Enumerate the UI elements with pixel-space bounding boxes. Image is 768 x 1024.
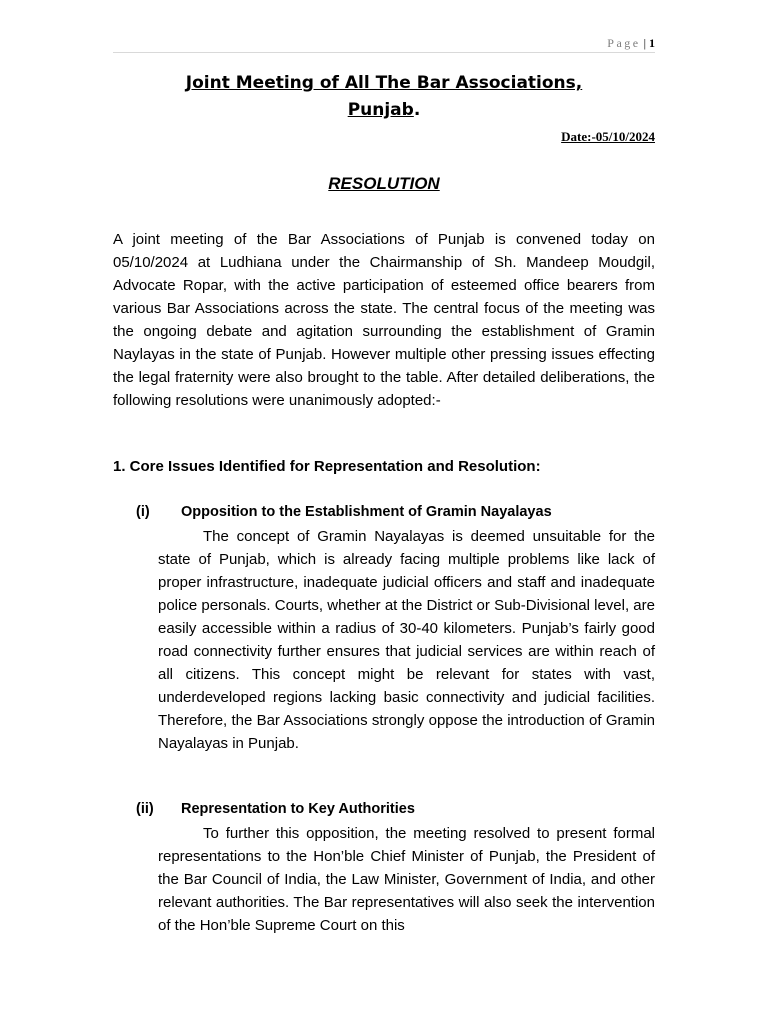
page-separator: | [640,36,649,50]
sub-section-2-text: To further this opposition, the meeting resolved to present formal representations to the Hon’ble Chief Minister of Punjab, the President of the Bar Council of India, the Law Minister, Government of India, and other relevant authorities. The Bar representatives will also seek the intervention of the Hon’ble Supreme Court on this [158,825,655,934]
sub-heading-1-title: Opposition to the Establishment of Gramin Nayalayas [181,504,552,520]
section-heading: 1. Core Issues Identified for Representation and Resolution: [113,458,541,475]
intro-paragraph: A joint meeting of the Bar Associations of Punjab is convened today on 05/10/2024 at Ludhiana under the Chairmanship of Sh. Mandeep Moudgil, Advocate Ropar, with the active participation of esteemed office bearers from various Bar Associations across the state. The central focus of the meeting was the ongoing debate and agitation surrounding the establishment of Gramin Naylayas in the state of Punjab. However multiple other pressing issues effecting the legal fraternity were also brought to the table. After detailed deliberations, the following resolutions were unanimously adopted:- [113,231,655,409]
title-line-2-suffix: . [413,100,421,120]
page-label: Page [607,36,641,50]
sub-heading-2-number: (ii) [136,801,154,817]
sub-section-1-text: The concept of Gramin Nayalayas is deemed unsuitable for the state of Punjab, which is already facing multiple problems like lack of proper infrastructure, inadequate judicial officers and staff and inadequate police personals. Courts, whether at the District or Sub-Divisional level, are easily accessible within a radius of 30-40 kilometers. Punjab’s fairly good road connectivity further ensures that judicial services are within reach of all citizens. This concept might be relevant for states with vast, underdeveloped regions lacking basic connectivity and judicial facilities. Therefore, the Bar Associations strongly oppose the introduction of Gramin Nayalayas in Punjab. [158,528,655,752]
resolution-heading: RESOLUTION [328,174,440,193]
sub-heading-1-number: (i) [136,504,150,520]
sub-heading-2-title: Representation to Key Authorities [181,801,415,817]
title-line-1: Joint Meeting of All The Bar Associations, [185,73,583,93]
document-title [113,70,655,124]
page-header [113,36,655,53]
title-line-2: Punjab [347,100,414,120]
page-number: 1 [649,36,655,50]
document-date: Date:-05/10/2024 [561,129,655,144]
sub-heading-2 [136,801,415,817]
sub-heading-1 [136,504,552,520]
